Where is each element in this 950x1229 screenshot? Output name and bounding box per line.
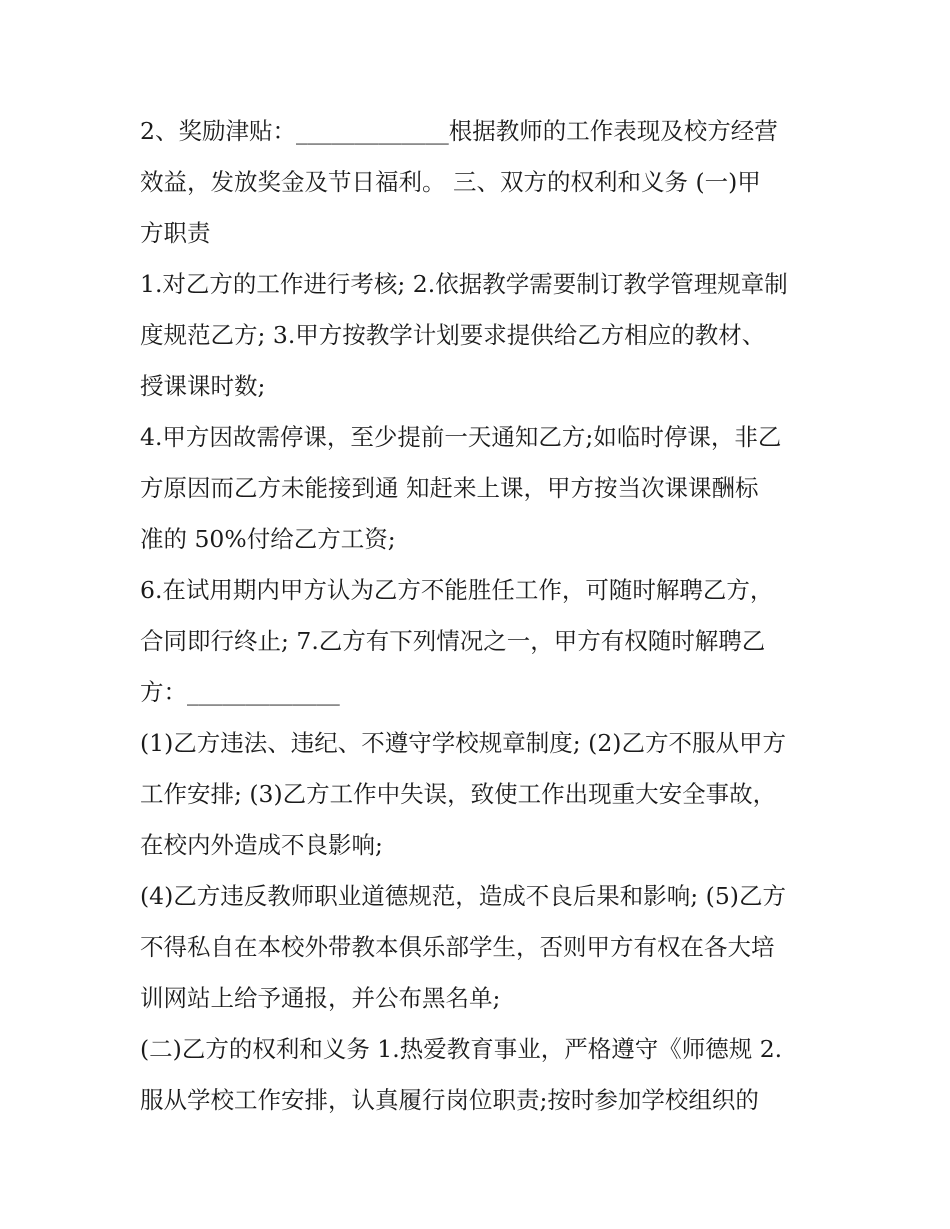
text-line: 不得私自在本校外带教本俱乐部学生，否则甲方有权在各大培 [140, 933, 775, 961]
text-line: (1)乙方违法、违纪、不遵守学校规章制度; (2)乙方不服从甲方 [140, 729, 786, 757]
text-line: (二)乙方的权利和义务 1.热爱教育事业，严格遵守《师德规 2. [140, 1035, 783, 1063]
text-line: 1.对乙方的工作进行考核; 2.依据教学需要制订教学管理规章制 [140, 270, 788, 298]
text-line: 准的 50%付给乙方工资; [140, 525, 396, 553]
text-line: 工作安排; (3)乙方工作中失误，致使工作出现重大安全事故， [140, 780, 777, 808]
text-line: 度规范乙方; 3.甲方按教学计划要求提供给乙方相应的教材、 [140, 321, 766, 349]
text-line: 训网站上给予通报，并公布黑名单; [140, 984, 501, 1012]
text-line: 服从学校工作安排，认真履行岗位职责;按时参加学校组织的 [140, 1086, 759, 1114]
text-line: 效益，发放奖金及节日福利。 三、双方的权利和义务 (一)甲 [140, 168, 761, 196]
text-line: 在校内外造成不良影响; [140, 831, 383, 859]
text-line: 方：_____________ [140, 678, 340, 706]
text-line: 6.在试用期内甲方认为乙方不能胜任工作，可随时解聘乙方， [140, 576, 774, 604]
text-line: 方原因而乙方未能接到通 知赶来上课，甲方按当次课课酬标 [140, 474, 759, 502]
text-line: 授课课时数; [140, 372, 266, 400]
text-line: 4.甲方因故需停课，至少提前一天通知乙方;如临时停课，非乙 [140, 423, 782, 451]
text-line: (4)乙方违反教师职业道德规范，造成不良后果和影响; (5)乙方 [140, 882, 786, 910]
contract-text [140, 106, 820, 1126]
text-line: 2、奖励津贴：_____________根据教师的工作表现及校方经营 [140, 117, 778, 145]
text-line: 方职责 [140, 219, 211, 247]
text-line: 合同即行终止; 7.乙方有下列情况之一，甲方有权随时解聘乙 [140, 627, 766, 655]
